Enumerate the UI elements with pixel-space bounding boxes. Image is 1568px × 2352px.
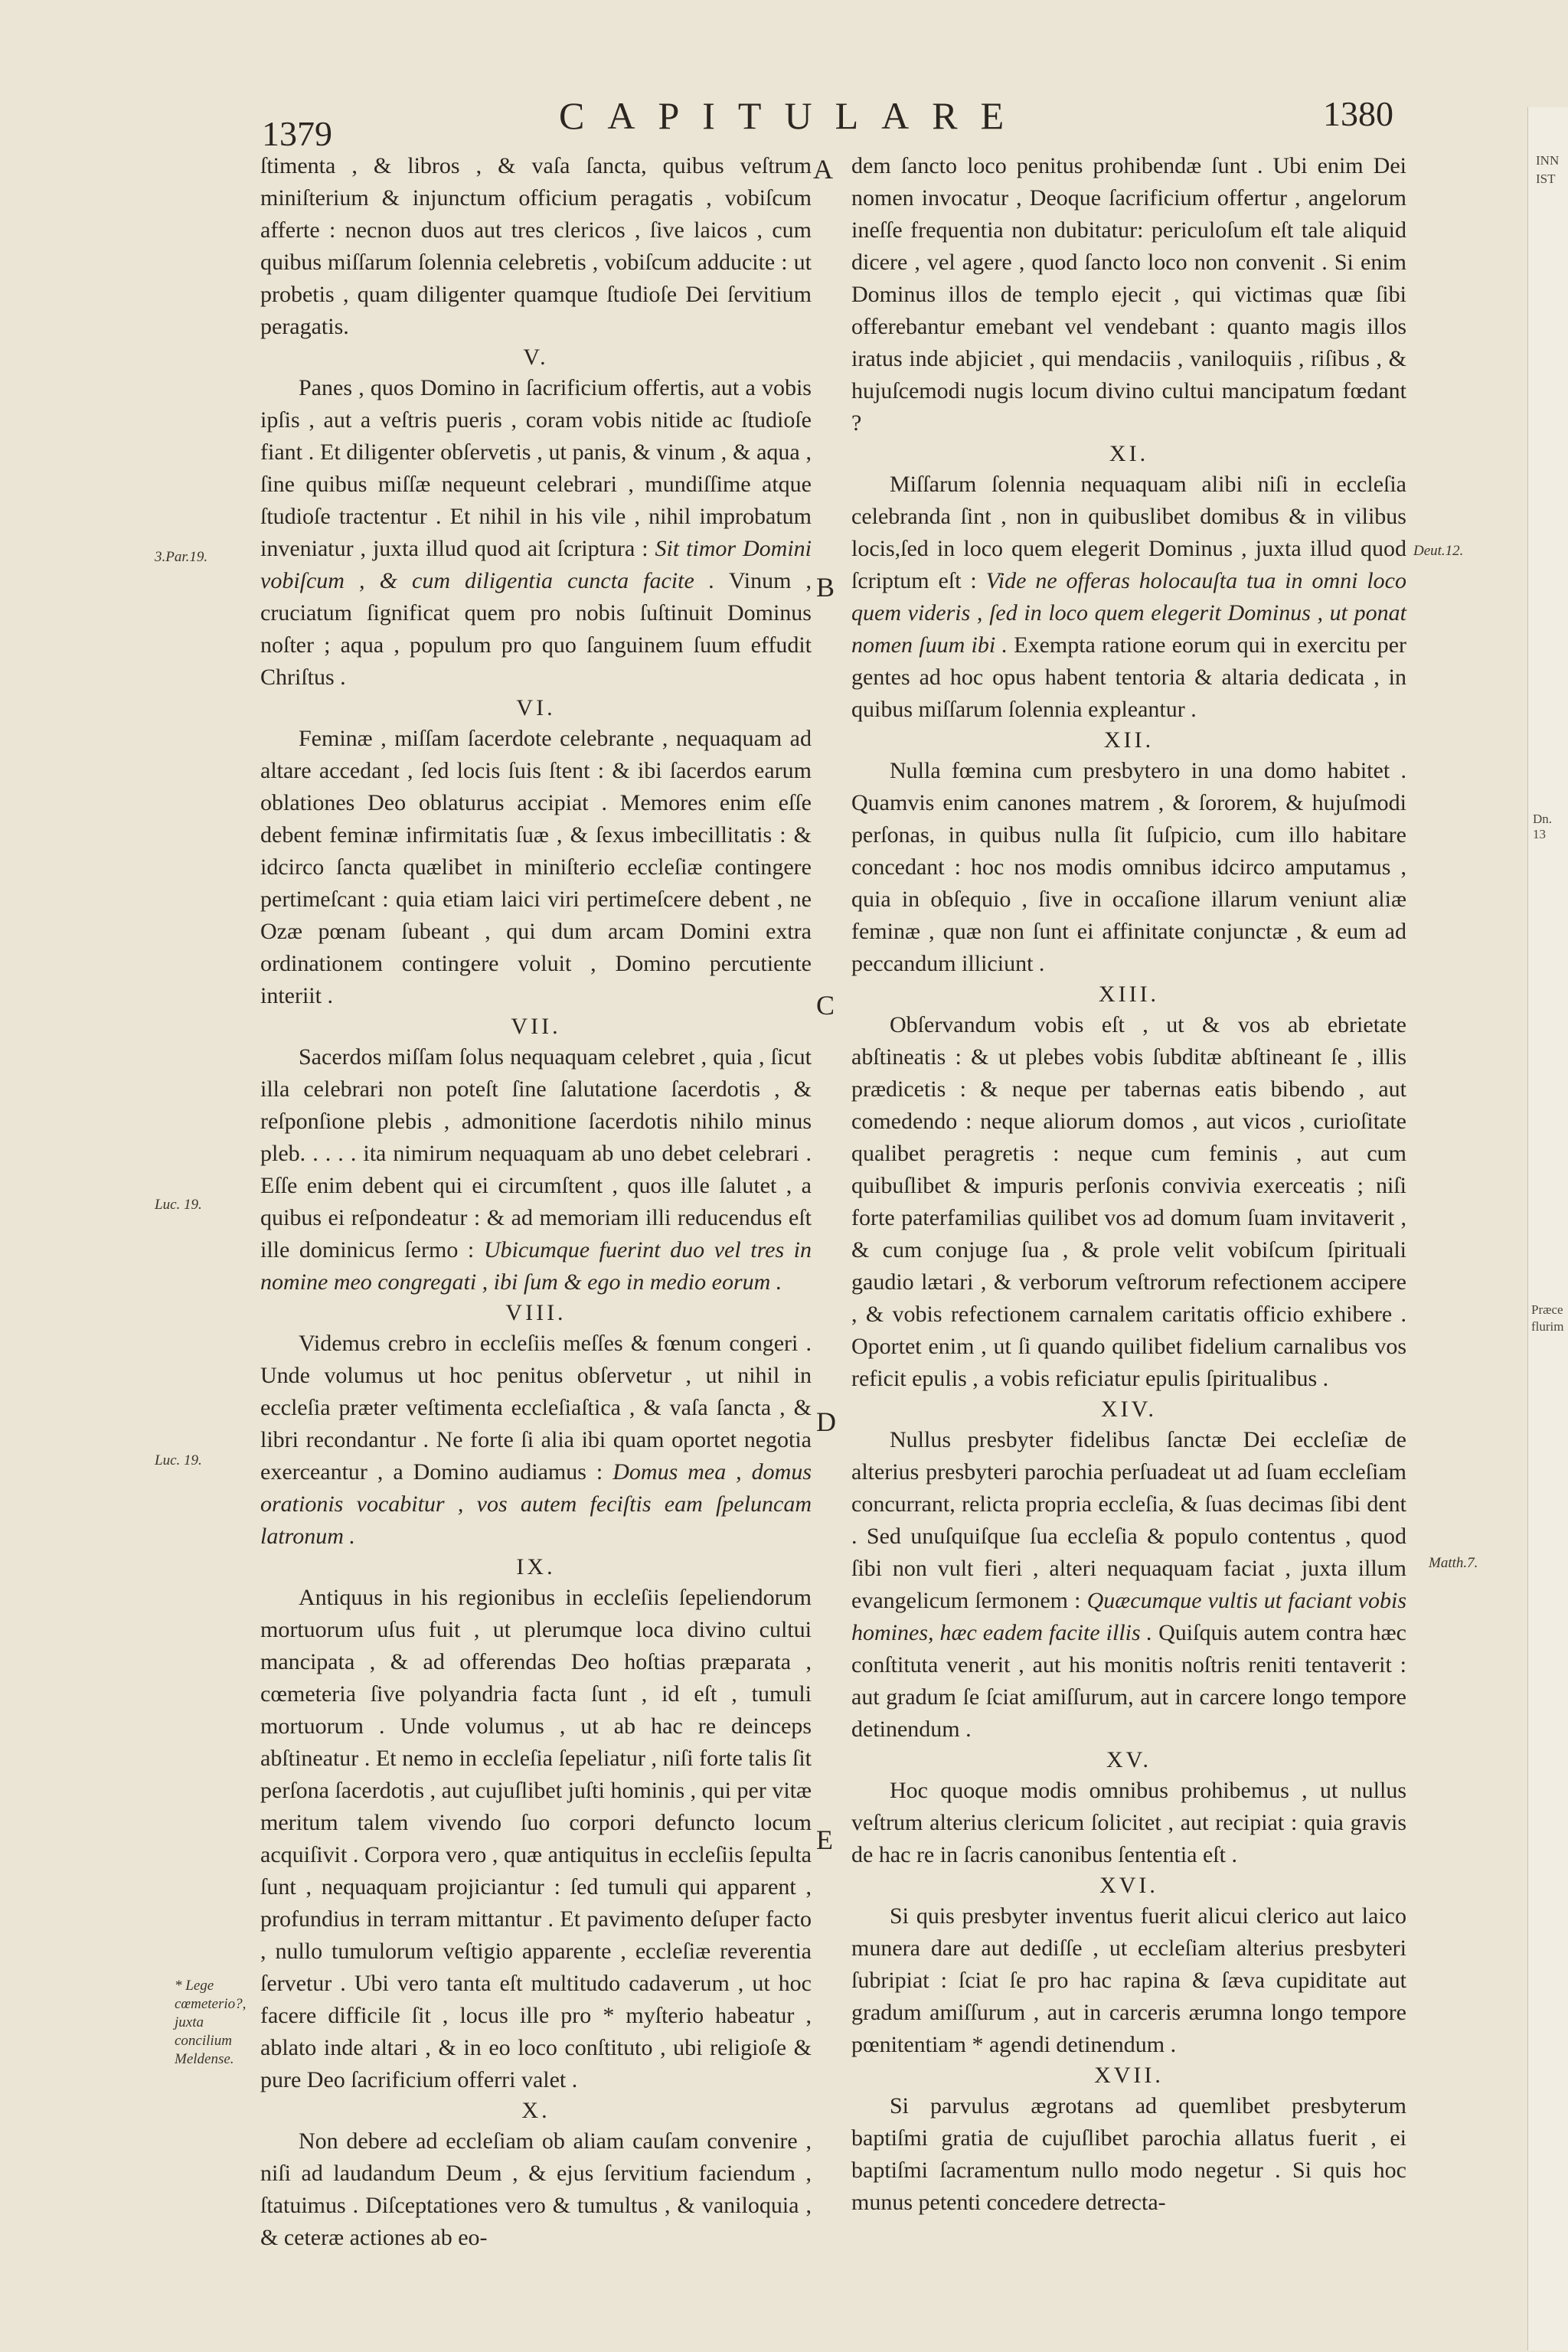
paragraph-text: Obſervandum vobis eſt , ut & vos ab ebrietate abſtineatis : & ut plebes vobis ſubditæ abſtineant ſe , illis prædicetis : & neque per tabernas eatis bibendo , aut comedendo : neque aliorum domos , aut vicos , curioſitate qualibet peragretis : neque cum feminis , aut cum quibuſlibet & impuris perſonis convivia exerceatis ; niſi forte paterfamilias quilibet vos ad domum ſuam invitaverit , & cum conjuge ſua , & prole velit vobiſcum ſpirituali gaudio lætari , & verborum veſtrorum refectionem accipere , & vobis refectionem carnalem caritatis officio exhibere . Oportet enim , ut ſi quando quilibet fidelium carnalibus vos reficit epulis , a vobis reficiatur epulis ſpiritualibus . (851, 1012, 1406, 1391)
chapter-number: X. (521, 2098, 550, 2123)
paragraph-text: Vinum , cruciatum ſignificat quem pro nobis ſuſtinuit Dominus noſter ; aqua , populum pro quo ſanguinem ſuum effudit Chriſtus . (260, 568, 812, 690)
section-letter: C (816, 990, 835, 1021)
section-letter: D (816, 1406, 836, 1437)
section-letter: A (813, 154, 833, 185)
paragraph-text: Miſſarum ſolennia nequaquam alibi niſi in eccleſia celebranda ſint , non in quibuslibet domibus & in vilibus locis,ſed in loco quem elegerit Dominus , juxta illud quod ſcriptum eſt : (851, 472, 1406, 593)
chapter-number: XIV. (1101, 1396, 1157, 1422)
margin-note: Luc. 19. (155, 1452, 202, 1468)
scripture-quote: Quæcumque vultis ut faciant vobis homines, hæc eadem facite illis . (851, 1588, 1407, 1645)
chapter-number: VIII. (505, 1300, 567, 1325)
paragraph (851, 2090, 1406, 2219)
paragraph-text: Nullus presbyter fidelibus ſanctæ Dei eccleſiæ de alterius presbyteri parochia perſuadeat ut ad ſuam eccleſiam concurrant, relicta propria eccleſia, & ſuas decimas ſibi dent . Sed unuſquiſque ſua eccleſia & populo contentus , quod ſibi non vult fieri , alteri nequaquam faciat , juxta illum evangelicum ſermonem : (851, 1427, 1406, 1613)
paragraph-text: Non debere ad eccleſiam ob aliam cauſam convenire , niſi ad laudandum Deum , & ejus ſervitium faciendum , ſtatuimus . Diſceptationes vero & tumultus , & vaniloquia , & ceteræ actiones ab eo- (260, 2128, 812, 2250)
paragraph (851, 1775, 1406, 1871)
paragraph-text: dem ſancto loco penitus prohibendæ ſunt . Ubi enim Dei nomen invocatur , Deoque ſacrificium offertur , angelorum ineſſe frequentia non dubitatur: periculoſum eſt tale aliquid dicere , vel agere , quod ſancto loco non convenit . Si enim Dominus illos de templo ejecit , qui victimas quæ ſibi offerebantur emebant vel vendebant : quanto magis illos iratus inde abjiciet , qui mendaciis , vaniloquiis , riſibus , & hujuſcemodi nugis locum divino cultui mancipatum fœdant ? (851, 153, 1406, 436)
scripture-quote: Sit timor Domini vobiſcum , & cum diligentia cuncta facite . (260, 536, 812, 593)
paragraph-text: Antiquus in his regionibus in eccleſiis ſepeliendorum mortuorum uſus fuit , ut plerumque loca divino cultui mancipata , & ad offerendas Deo hoſtias præparata , cœmeteria ſive polyandria facta ſunt , id eſt , tumuli mortuorum . Unde volumus , ut ab hac re deinceps abſtineatur . Et nemo in eccleſia ſepeliatur , niſi forte talis ſit perſona ſacerdotis , aut cujuſlibet juſti hominis , qui per vitæ meritum talem vivendo ſuo corpori defuncto locum acquiſivit . Corpora vero , quæ antiquitus in eccleſiis ſepulta ſunt , nequaquam projiciantur : ſed tumuli qui apparent , profundius in terram mittantur . Et pavimento deſuper facto , nullo tumulorum veſtigio apparente , eccleſiæ reverentia ſervetur . Ubi vero tanta eſt multitudo cadaverum , ut hoc facere difficile ſit , locus ille pro * myſterio habeatur , ablato inde altari , & in eo loco conſtituto , ubi religioſe & pure Deo ſacrificium offerri valet . (260, 1585, 812, 2092)
paragraph (851, 469, 1406, 726)
margin-note: Luc. 19. (155, 1197, 202, 1213)
right-text-column (851, 150, 1406, 2219)
paragraph (260, 150, 812, 343)
left-page-number: 1379 (262, 114, 332, 153)
left-text-column (260, 150, 812, 2254)
paragraph (851, 1900, 1406, 2061)
chapter-number: XV. (1106, 1747, 1152, 1772)
chapter-number: VI. (516, 695, 556, 720)
scripture-quote: Ubicumque fuerint duo vel tres in nomine meo congregati , ibi ſum & ego in medio eorum . (260, 1237, 812, 1295)
paragraph (851, 1424, 1406, 1746)
section-letter: B (816, 572, 835, 603)
margin-note: * Lege cœmeterio?, juxta concilium Meldense. (175, 1978, 247, 2067)
chapter-number: IX. (516, 1554, 556, 1579)
chapter-number: V. (523, 345, 549, 370)
scripture-quote: Vide ne offeras holocauſta tua in omni loco quem videris , ſed in loco quem elegerit Dominus , ut ponat nomen ſuum ibi . (851, 568, 1407, 658)
paragraph-text: Hoc quoque modis omnibus prohibemus , ut nullus veſtrum alterius clericum ſolicitet , aut recipiat : quia gravis de hac re in ſacris canonibus ſententia eſt . (851, 1778, 1406, 1867)
chapter-number: XI. (1109, 441, 1149, 466)
paragraph (851, 755, 1406, 980)
paragraph (260, 1582, 812, 2096)
running-header (0, 93, 1568, 153)
strip-text: Dn. 13 (1533, 812, 1553, 841)
paragraph-text: Exempta ratione eorum qui in exercitu per gentes ad hoc opus habent tentoria & altaria dedicata , in quibus miſſarum ſolennia expleantur . (851, 632, 1407, 722)
paragraph (851, 1009, 1406, 1395)
chapter-number: VII. (511, 1014, 561, 1039)
margin-note: 3.Par.19. (155, 549, 208, 565)
paragraph (851, 150, 1406, 439)
paragraph-text: Videmus crebro in eccleſiis meſſes & fœnum congeri . Unde volumus ut hoc penitus obſervetur , ut nihil in eccleſia præter veſtimenta eccleſiaſtica , & vaſa ſancta , & libri recondantur . Ne forte ſi alia ibi quam oportet negotia exerceantur , a Domino audiamus : (260, 1331, 812, 1485)
paragraph (260, 723, 812, 1012)
chapter-number: XIII. (1098, 982, 1160, 1007)
paragraph (260, 1041, 812, 1298)
margin-note: Deut.12. (1413, 543, 1464, 559)
running-title: CAPITULARE (559, 94, 1027, 137)
chapter-number: XII. (1103, 727, 1155, 753)
adjacent-page-edge (1527, 107, 1568, 2350)
strip-text: IST (1536, 172, 1556, 186)
paragraph (260, 1328, 812, 1553)
section-letter: E (816, 1824, 833, 1855)
paragraph-text: Si quis presbyter inventus fuerit alicui clerico aut laico munera dare aut dediſſe , ut eccleſiam alterius presbyteri ſubripiat : ſciat ſe pro hac rapina & ſæva cupiditate aut gradum amiſſurum , aut in carceris ærumna longo tempore pœnitentiam * agendi detinendum . (851, 1903, 1406, 2057)
chapter-number: XVI. (1099, 1873, 1158, 1898)
paragraph-text: Sacerdos miſſam ſolus nequaquam celebret , quia , ſicut illa celebrari non poteſt ſine ſalutatione ſacerdotis , & reſponſione plebis , admonitione ſacerdotis nihilo minus pleb. . . . . ita nimirum nequaquam ab uno debet celebrari . Eſſe enim debent qui ei circumſtent , quos ille ſalutet , a quibus ei reſpondeatur : & ad memoriam illi reducendus eſt ille dominicus ſermo : (260, 1044, 812, 1263)
paragraph-text: Si parvulus ægrotans ad quemlibet presbyterum baptiſmi gratia de cujuſlibet parochia allatus fuerit , ei baptiſmi ſacramentum nullo modo negetur . Si quis hoc munus petenti concedere detrecta- (851, 2093, 1406, 2215)
paragraph (260, 2125, 812, 2254)
margin-note: Matth.7. (1429, 1555, 1478, 1571)
paragraph-text: Quiſquis autem contra hæc conſtituta venerit , aut his monitis noſtris reniti tentaverit : aut gradum ſe ſciat amiſſurum, aut in carcere longo tempore detinendum . (851, 1620, 1406, 1742)
paragraph-text: Panes , quos Domino in ſacrificium offertis, aut a vobis ipſis , aut a veſtris pueris , coram vobis nitide ac ſtudioſe fiant . Et diligenter obſervetis , ut panis, & vinum , & aqua , ſine quibus miſſæ nequeunt celebrari , mundiſſime atque ſtudioſe tractentur . Et nihil in his vile , nihil improbatum inveniatur , juxta illud quod ait ſcriptura : (260, 375, 812, 561)
paragraph-text: Nulla fœmina cum presbytero in una domo habitet . Quamvis enim canones matrem , & ſororem, & hujuſmodi perſonas, in quibus nulla ſit ſuſpicio, cum illo habitare concedant : hoc nos modis omnibus idcirco amputamus , quia in obſequio , ſive in occaſione illarum veniunt aliæ feminæ , quæ non ſunt ei affinitate conjunctæ , & eum ad peccandum illiciunt . (851, 758, 1406, 976)
paragraph (260, 372, 812, 694)
scripture-quote: Domus mea , domus orationis vocabitur , vos autem feciſtis eam ſpeluncam latronum . (260, 1459, 812, 1549)
paragraph-text: ſtimenta , & libros , & vaſa ſancta, quibus veſtrum miniſterium & injunctum officium peragatis , vobiſcum afferte : necnon duos aut tres clericos , ſive laicos , cum quibus miſſarum ſolennia celebretis , vobiſcum adducite : ut probetis , quam diligenter quamque ſtudioſe Dei ſervitium peragatis. (260, 153, 812, 339)
chapter-number: XVII. (1094, 2063, 1164, 2088)
right-page-number: 1380 (1323, 94, 1393, 133)
strip-text: INN (1536, 153, 1560, 168)
strip-text: Præce flurim (1531, 1302, 1564, 1334)
paragraph-text: Feminæ , miſſam ſacerdote celebrante , nequaquam ad altare accedant , ſed locis ſuis ſtent : & ibi ſacerdos earum oblationes Deo oblaturus accipiat . Memores enim eſſe debent feminæ infirmitatis ſuæ , & ſexus imbecillitatis : & idcirco ſancta quælibet in miniſterio eccleſiæ contingere pertimeſcant : quia etiam laici viri pertimeſcere debent , ne Ozæ pœnam ſubeant , qui dum arcam Domini extra ordinationem contingere voluit , Domino percutiente interiit . (260, 726, 812, 1008)
